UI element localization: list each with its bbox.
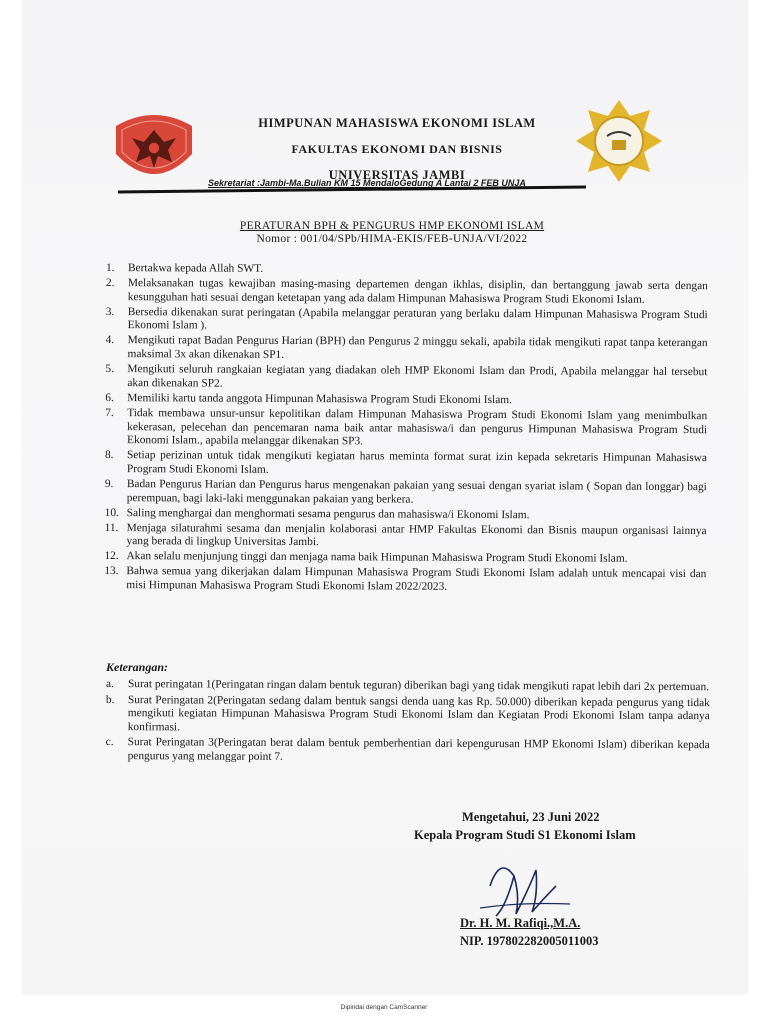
rule-item <box>105 507 707 524</box>
scanner-footer: Dipindai dengan CamScanner <box>340 1004 428 1011</box>
rule-item-text: Mengikuti rapat Badan Pengurus Harian (BPH) dan Pengurus 2 minggu sekali, apabila tidak mengikuti rapat tanpa keterangan maksimal 3x akan dikenakan SP1. <box>127 334 708 361</box>
university-name: UNIVERSITAS JAMBI <box>328 168 466 182</box>
rule-item-text: Bahwa semua yang dikerjakan dalam Himpunan Mahasiswa Program Studi Ekonomi Islam adalah untuk mencapai visi dan misi Himpunan Mahasiswa Program Studi Ekonomi Islam 2022/2023. <box>126 565 707 593</box>
note-item <box>106 678 710 695</box>
note-item-number: a. <box>105 678 114 691</box>
note-item <box>106 694 710 738</box>
rules-list <box>104 262 708 597</box>
rule-item-number: 2. <box>105 277 115 290</box>
rule-item <box>106 306 708 336</box>
rule-item-number: 10. <box>104 506 119 519</box>
rule-item <box>104 565 706 595</box>
rule-item-number: 5. <box>105 363 115 376</box>
document-title-block <box>172 220 612 245</box>
document-page <box>22 0 748 994</box>
rule-item <box>106 262 708 279</box>
rule-item-number: 7. <box>105 406 114 419</box>
rule-item-text: Bertakwa kepada Allah SWT. <box>127 262 264 275</box>
note-item-number: c. <box>105 736 114 749</box>
rule-item-number: 13. <box>104 565 119 578</box>
rule-item <box>105 478 707 508</box>
faculty-name: FAKULTAS EKONOMI DAN BISNIS <box>291 142 503 156</box>
note-item <box>106 736 710 766</box>
signatory-nip: NIP. 197802282005011003 <box>460 934 599 948</box>
rule-item <box>104 522 706 552</box>
document-title: PERATURAN BPH & PENGURUS HMP EKONOMI ISLAM <box>239 220 545 232</box>
secretariat-address: Sekretariat :Jambi-Ma.Bulian KM 15 MendaloGedung A Lantai 2 FEB UNJA <box>208 178 526 188</box>
hmp-ekonomi-islam-logo <box>574 98 664 184</box>
rule-item-text: Melaksanakan tugas kewajiban masing-masing departemen dengan ikhlas, disiplin, dan bertanggung jawab serta dengan kesungguhan hati sesuai dengan ketetapan yang ada dalam Himpunan Mahasiswa Program Studi Ekonomi Islam. <box>127 277 708 306</box>
rule-item-text: Setiap perizinan untuk tidak mengikuti kegiatan harus meminta format surat izin kepada sekretaris Himpunan Mahasiswa Program Studi Ekonomi Islam. <box>126 449 708 476</box>
document-number: Nomor : 001/04/SPb/HIMA-EKIS/FEB-UNJA/VI/2022 <box>256 233 528 245</box>
rule-item <box>106 277 708 307</box>
rule-item-text: Badan Pengurus Harian dan Pengurus harus mengenakan pakaian yang sesuai dengan syariat islam ( Sopan dan longgar) bagi perempuan, bagi laki-laki menggunakan pakaian yang berkera. <box>126 478 707 506</box>
rule-item-number: 1. <box>105 262 115 275</box>
rule-item-text: Saling menghargai dan menghormati sesama pengurus dan mahasiswa/i Ekonomi Islam. <box>126 506 530 521</box>
signatory-name: Dr. H. M. Rafiqi.,M.A. <box>460 916 581 930</box>
rule-item-number: 11. <box>104 521 119 534</box>
rule-item-text: Memiliki kartu tanda anggota Himpunan Mahasiswa Program Studi Ekonomi Islam. <box>127 391 513 406</box>
signature-date: Mengetahui, 23 Juni 2022 <box>462 810 600 824</box>
rule-item <box>105 392 707 409</box>
rule-item-number: 12. <box>104 550 119 563</box>
rule-item <box>105 449 707 479</box>
rule-item-number: 4. <box>105 334 115 347</box>
notes-list <box>106 678 710 769</box>
rule-item <box>105 407 707 451</box>
university-emblem-logo <box>106 108 202 188</box>
note-item-text: Surat peringatan 1(Peringatan ringan dalam bentuk teguran) diberikan bagi yang tidak mengikuti rapat lebih dari 2x pertemuan. <box>127 678 710 694</box>
rule-item-text: Bersedia dikenakan surat peringatan (Apabila melanggar peraturan yang berlaku dalam Himpunan Mahasiswa Program Studi Ekonomi Islam ). <box>127 305 708 332</box>
rule-item-text: Mengikuti seluruh rangkaian kegiatan yang diadakan oleh HMP Ekonomi Islam dan Prodi, Apabila melanggar hal tersebut akan dikenakan SP2. <box>127 363 708 390</box>
note-item-number: b. <box>105 693 115 706</box>
rule-item-text: Menjaga silaturahmi sesama dan menjalin kolaborasi antar HMP Fakultas Ekonomi dan Bisnis maupun organisasi lainnya yang berada di lingkup Universitas Jambi. <box>126 521 707 549</box>
org-name: HIMPUNAN MAHASISWA EKONOMI ISLAM <box>258 116 536 130</box>
rule-item-number: 6. <box>105 391 114 404</box>
letterhead <box>212 116 582 183</box>
signatory-role: Kepala Program Studi S1 Ekonomi Islam <box>414 828 636 842</box>
rule-item-number: 8. <box>104 449 114 462</box>
rule-item <box>104 550 706 567</box>
rule-item <box>105 363 707 393</box>
rule-item-number: 9. <box>104 477 114 490</box>
rule-item-text: Akan selalu menjunjung tinggi dan menjaga nama baik Himpunan Mahasiswa Program Studi Ekonomi Islam. <box>126 550 628 566</box>
rule-item <box>105 334 707 364</box>
notes-heading: Keterangan: <box>106 660 169 674</box>
rule-item-text: Tidak membawa unsur-unsur kepolitikan dalam Himpunan Mahasiswa Program Studi Ekonomi Islam yang menimbulkan kekerasan, pelecehan dan pencemaran nama baik antar mahasiswa/i dan pengurus Himpunan Mahasiswa Program Studi Ekonomi Islam., apabila melanggar dikenakan SP3. <box>127 407 708 448</box>
rule-item-number: 3. <box>105 305 115 318</box>
note-item-text: Surat Peringatan 2(Peringatan sedang dalam bentuk sangsi denda uang kas Rp. 50.000) diberikan kepada pengurus yang tidak mengikuti kegiatan Himpunan Mahasiswa Program Studi Ekonomi Islam dan Kegiatan Prodi Ekonomi Islam tanpa adanya konfirmasi. <box>127 693 710 734</box>
note-item-text: Surat Peringatan 3(Peringatan berat dalam bentuk pemberhentian dari kepengurusan HMP Ekonomi Islam) diberikan kepada pengurus yang melanggar point 7. <box>127 736 710 763</box>
